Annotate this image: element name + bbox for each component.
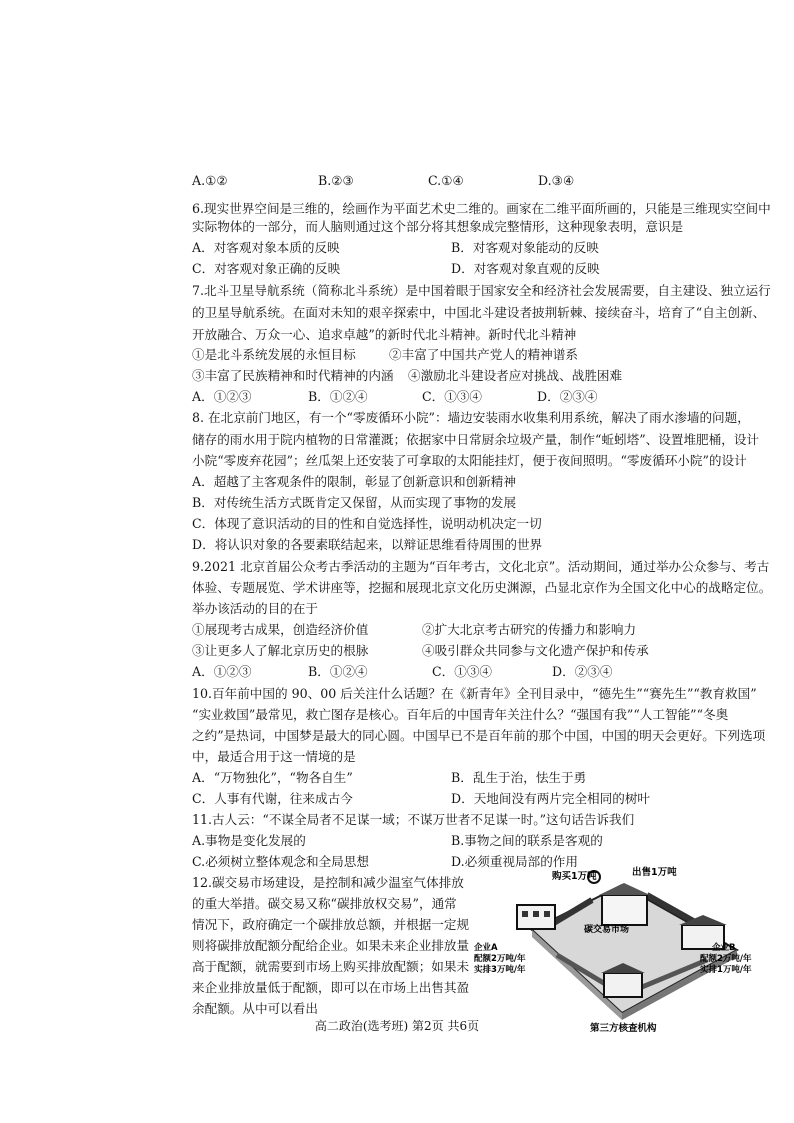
q9-stem-line: 9.2021 北京首届公众考古季活动的主题为“百年考古，文化北京”。活动期间，通过举办公众参与、考古 [192,559,770,574]
q11-option-a: A.事物是变化发展的 [192,833,306,848]
company-b-actual: 实排1万吨/年 [700,965,752,975]
page-footer: 高二政治(选考班) 第2页 共6页 [314,1019,480,1033]
q6-option-c: C．对客观对象正确的反映 [192,261,341,276]
q9-stem-line: 举办该活动的目的在于 [192,601,318,616]
q10-stem-line: 中，最适合用于这一情境的是 [192,749,356,764]
sell-label: 出售1万吨 [632,867,677,878]
q10-option-c: C．人事有代谢，往来成古今 [192,791,353,806]
q7-stem-line: 的卫星导航系统。在面对未知的艰辛探索中，中国北斗建设者披荆斩棘、接续奋斗，培育了“自主创新、 [192,305,766,320]
q6-option-d: D．对客观对象直观的反映 [451,261,600,276]
q7-option-d: D．②③④ [537,389,598,404]
q12-stem-line: 情况下，政府确定一个碳排放总额，并根据一定规 [192,917,470,932]
q12-stem-line: 高于配额，就需要到市场上购买排放配额；如果未 [192,959,470,974]
q9-item-1: ①展现考古成果，创造经济价值 [192,622,369,637]
q9-option-d: D．②③④ [552,664,613,679]
q5-option-b: B.②③ [318,173,354,188]
q9-item-4: ④吸引群众共同参与文化遗产保护和传承 [422,643,649,658]
q8-option-a: A．超越了主客观条件的限制，彰显了创新意识和创新精神 [192,474,516,489]
q9-item-3: ③让更多人了解北京历史的根脉 [192,643,369,658]
q7-option-a: A．①②③ [192,389,252,404]
q9-option-a: A．①②③ [192,664,252,679]
q11-option-c: C.必须树立整体观念和全局思想 [192,854,369,869]
q11-option-b: B.事物之间的联系是客观的 [451,833,603,848]
q10-stem-line: 之约”是热词，中国梦是最大的同心圆。中国早已不是百年前的那个中国，中国的明天会更好。下列选项 [192,728,766,743]
q7-item-4: ④激励北斗建设者应对挑战、战胜困难 [408,368,623,383]
q7-option-c: C．①③④ [422,389,483,404]
q8-option-c: C．体现了意识活动的目的性和自觉选择性，说明动机决定一切 [192,516,542,531]
company-b-quota: 配额2万吨/年 [700,954,752,964]
company-b-name: 企业B [712,943,736,953]
q7-item-1: ①是北斗系统发展的永恒目标 [192,347,356,362]
company-a-name: 企业A [474,943,498,953]
q6-stem-line: 6.现实世界空间是三维的，绘画作为平面艺术史二维的。画家在二维平面所画的，只能是三维现实空间中 [192,201,771,216]
q7-option-b: B．①②④ [308,389,368,404]
q9-item-2: ②扩大北京考古研究的传播力和影响力 [422,622,637,637]
q5-option-d: D.③④ [538,173,575,188]
q8-stem-line: 小院“零废弃花园”；丝瓜架上还安装了可拿取的太阳能挂灯，便于夜间照明。“零废循环小院”的设计 [192,453,747,468]
q10-option-a: A．“万物独化”，“物各自生” [192,770,353,785]
q12-stem-line: 余配额。从中可以看出 [192,1001,318,1016]
q9-option-c: C．①③④ [432,664,493,679]
agency-label: 第三方核查机构 [590,1023,657,1034]
q9-stem-line: 体验、专题展览、学术讲座等，挖掘和展现北京文化历史渊源，凸显北京作为全国文化中心的战略定位。 [192,580,772,595]
q12-stem-line: 来企业排放量低于配额，即可以在市场上出售其盈 [192,980,470,995]
market-label: 碳交易市场 [584,925,630,935]
q8-option-d: D．将认识对象的各要素联结起来，以辩证思维看待周围的世界 [192,537,543,552]
q12-stem-line: 的重大举措。碳交易又称“碳排放权交易”，通常 [192,896,457,911]
q5-option-a: A.①② [192,173,228,188]
buy-label: 购买1万吨 [552,871,597,882]
q8-stem-line: 8. 在北京前门地区，有一个“零废循环小院”：墙边安装雨水收集利用系统，解决了雨水渗墙的问题， [192,410,750,425]
q5-option-c: C.①④ [428,173,464,188]
q8-stem-line: 储存的雨水用于院内植物的日常灌溉；依据家中日常厨余垃圾产量，制作“蚯蚓塔”、设置堆肥桶，设计 [192,432,760,447]
q7-stem-line: 开放融合、万众一心、追求卓越”的新时代北斗精神。新时代北斗精神 [192,327,577,342]
market-building-icon [599,883,650,925]
q10-stem-line: 10.百年前中国的 90、00 后关注什么话题？在《新青年》全刊目录中，“德先生”“赛先生”“教育救国” [192,686,757,701]
q10-option-d: D．天地间没有两片完全相同的树叶 [451,791,651,806]
company-a-quota: 配额2万吨/年 [474,954,526,964]
q6-stem-line: 实际物体的一部分，而人脑则通过这个部分将其想象成完整情形，这种现象表明，意识是 [192,219,684,234]
q12-stem-line: 12.碳交易市场建设，是控制和减少温室气体排放 [192,875,464,890]
q7-stem-line: 7.北斗卫星导航系统（简称北斗系统）是中国着眼于国家安全和经济社会发展需要，自主建设、独立运行 [192,283,771,298]
q7-item-2: ②丰富了中国共产党人的精神谱系 [389,347,578,362]
q6-option-a: A．对客观对象本质的反映 [192,240,340,255]
q11-stem-line: 11.古人云：“不谋全局者不足谋一域；不谋万世者不足谋一时。”这句话告诉我们 [192,812,635,827]
q8-option-b: B．对传统生活方式既肯定又保留，从而实现了事物的发展 [192,495,517,510]
q9-option-b: B．①②④ [308,664,368,679]
q10-option-b: B．乱生于治，怯生于勇 [451,770,587,785]
q7-item-3: ③丰富了民族精神和时代精神的内涵 [192,368,394,383]
carbon-trading-diagram [472,855,772,1035]
q10-stem-line: “实业救国”最常见，救亡图存是核心。百年后的中国青年关注什么？“强国有我”“人工智能”“冬奥 [192,707,729,722]
company-a-actual: 实排3万吨/年 [474,965,526,975]
q11-option-d: D.必须重视局部的作用 [451,854,578,869]
company-a-building-icon [517,905,555,929]
q6-option-b: B．对客观对象能动的反映 [451,240,599,255]
q12-stem-line: 则将碳排放配额分配给企业。如果未来企业排放量 [192,938,470,953]
